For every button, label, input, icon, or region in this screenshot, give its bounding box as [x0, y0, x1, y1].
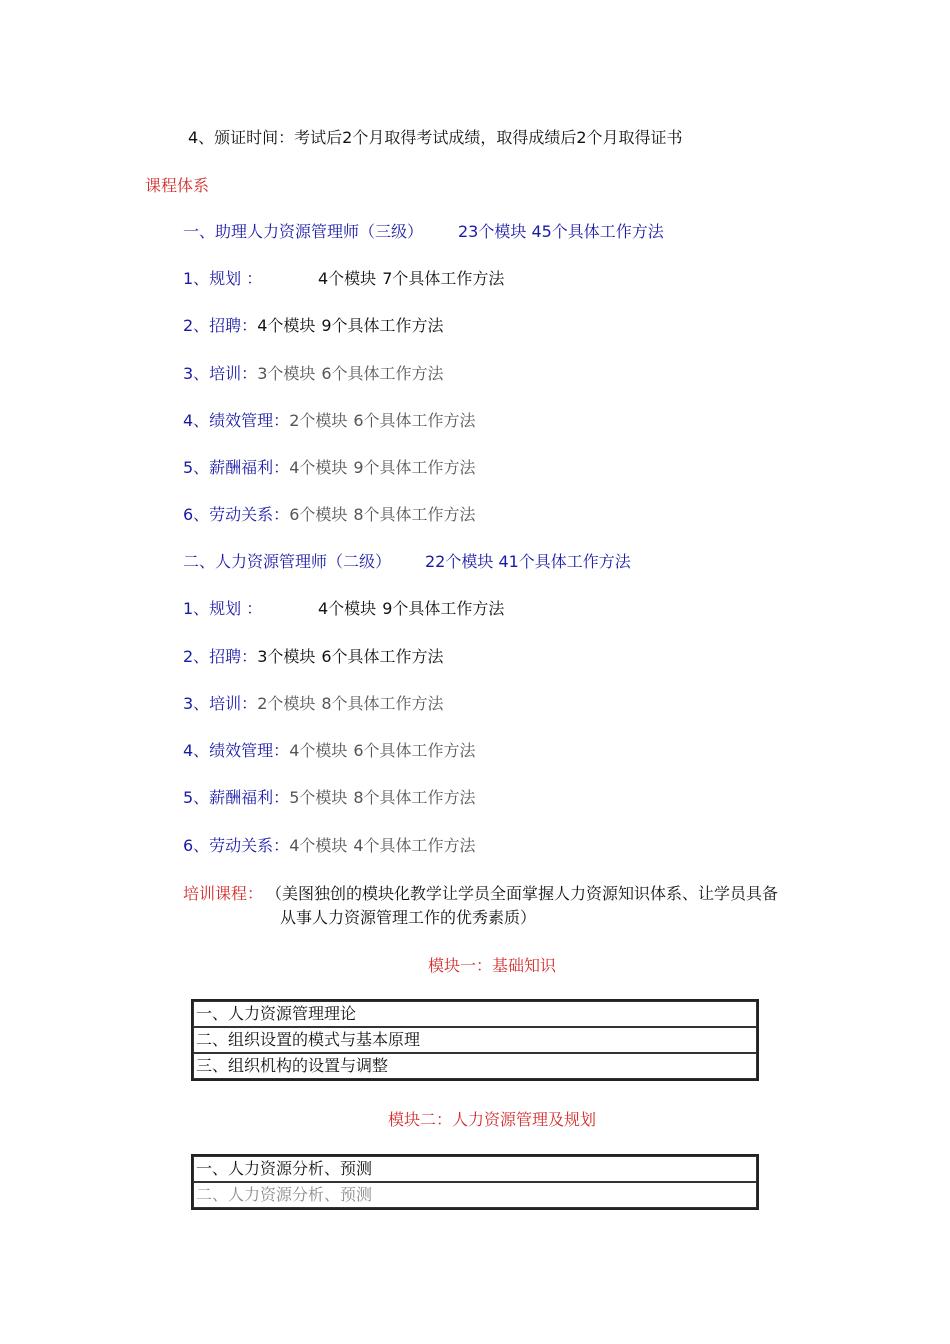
level3-item-2-label: 2、招聘： — [183, 316, 258, 335]
section-title: 课程体系 — [145, 176, 210, 195]
level2-item-5: 5、薪酬福利：5个模块 8个具体工作方法 — [183, 788, 476, 807]
level2-heading — [183, 552, 391, 572]
module1-table — [191, 999, 759, 1081]
level2-item-2-label: 2、招聘： — [183, 647, 258, 666]
level2-item-4-label: 4、绩效管理： — [183, 741, 290, 760]
module2-table — [191, 1154, 759, 1210]
table-cell: 一、人力资源分析、预测 — [193, 1156, 757, 1182]
level3-item-6: 6、劳动关系：6个模块 8个具体工作方法 — [183, 505, 476, 524]
level2-item-5-label: 5、薪酬福利： — [183, 788, 290, 807]
level3-item-5-label: 5、薪酬福利： — [183, 458, 290, 477]
level3-item-2: 2、招聘：4个模块 9个具体工作方法 — [183, 316, 444, 335]
table-row — [193, 1156, 757, 1182]
level3-heading — [183, 222, 423, 242]
level3-title: 一、助理人力资源管理师（三级） — [183, 222, 424, 241]
level2-item-6: 6、劳动关系：4个模块 4个具体工作方法 — [183, 836, 476, 855]
level2-summary: 22个模块 41个具体工作方法 — [425, 552, 631, 571]
level2-item-4: 4、绩效管理：4个模块 6个具体工作方法 — [183, 741, 476, 760]
table-row — [193, 1182, 757, 1208]
table-cell: 三、组织机构的设置与调整 — [193, 1053, 757, 1079]
level3-item-1-value: 4个模块 7个具体工作方法 — [318, 269, 505, 288]
training-label: 培训课程： — [183, 884, 264, 903]
level2-item-1-label: 1、规划 ： — [183, 599, 263, 618]
level3-item-4-label: 4、绩效管理： — [183, 411, 290, 430]
level2-item-6-label: 6、劳动关系： — [183, 836, 290, 855]
module2-title: 模块二：人力资源管理及规划 — [388, 1110, 597, 1129]
table-cell: 二、人力资源分析、预测 — [193, 1182, 757, 1208]
level3-item-3-label: 3、培训： — [183, 364, 258, 383]
table-cell: 二、组织设置的模式与基本原理 — [193, 1027, 757, 1053]
training-desc-line1: （美图独创的模块化教学让学员全面掌握人力资源知识体系、让学员具备 — [266, 884, 779, 903]
level3-item-6-label: 6、劳动关系： — [183, 505, 290, 524]
intro-line: 4、颁证时间：考试后2个月取得考试成绩，取得成绩后2个月取得证书 — [188, 128, 683, 147]
level2-item-3-label: 3、培训： — [183, 694, 258, 713]
level2-item-3: 3、培训：2个模块 8个具体工作方法 — [183, 694, 444, 713]
training-desc-line2: 从事人力资源管理工作的优秀素质） — [280, 908, 537, 927]
module1-title: 模块一：基础知识 — [428, 956, 557, 975]
table-row — [193, 1027, 757, 1053]
level2-title: 二、人力资源管理师（二级） — [183, 552, 392, 571]
table-cell: 一、人力资源管理理论 — [193, 1001, 757, 1027]
table-row — [193, 1001, 757, 1027]
level2-item-1-value: 4个模块 9个具体工作方法 — [318, 599, 505, 618]
level3-summary: 23个模块 45个具体工作方法 — [458, 222, 664, 241]
level2-item-2: 2、招聘：3个模块 6个具体工作方法 — [183, 647, 444, 666]
table-row — [193, 1053, 757, 1079]
level3-item-1-label: 1、规划 ： — [183, 269, 263, 288]
level3-item-4: 4、绩效管理：2个模块 6个具体工作方法 — [183, 411, 476, 430]
level3-item-3: 3、培训：3个模块 6个具体工作方法 — [183, 364, 444, 383]
level3-item-5: 5、薪酬福利：4个模块 9个具体工作方法 — [183, 458, 476, 477]
